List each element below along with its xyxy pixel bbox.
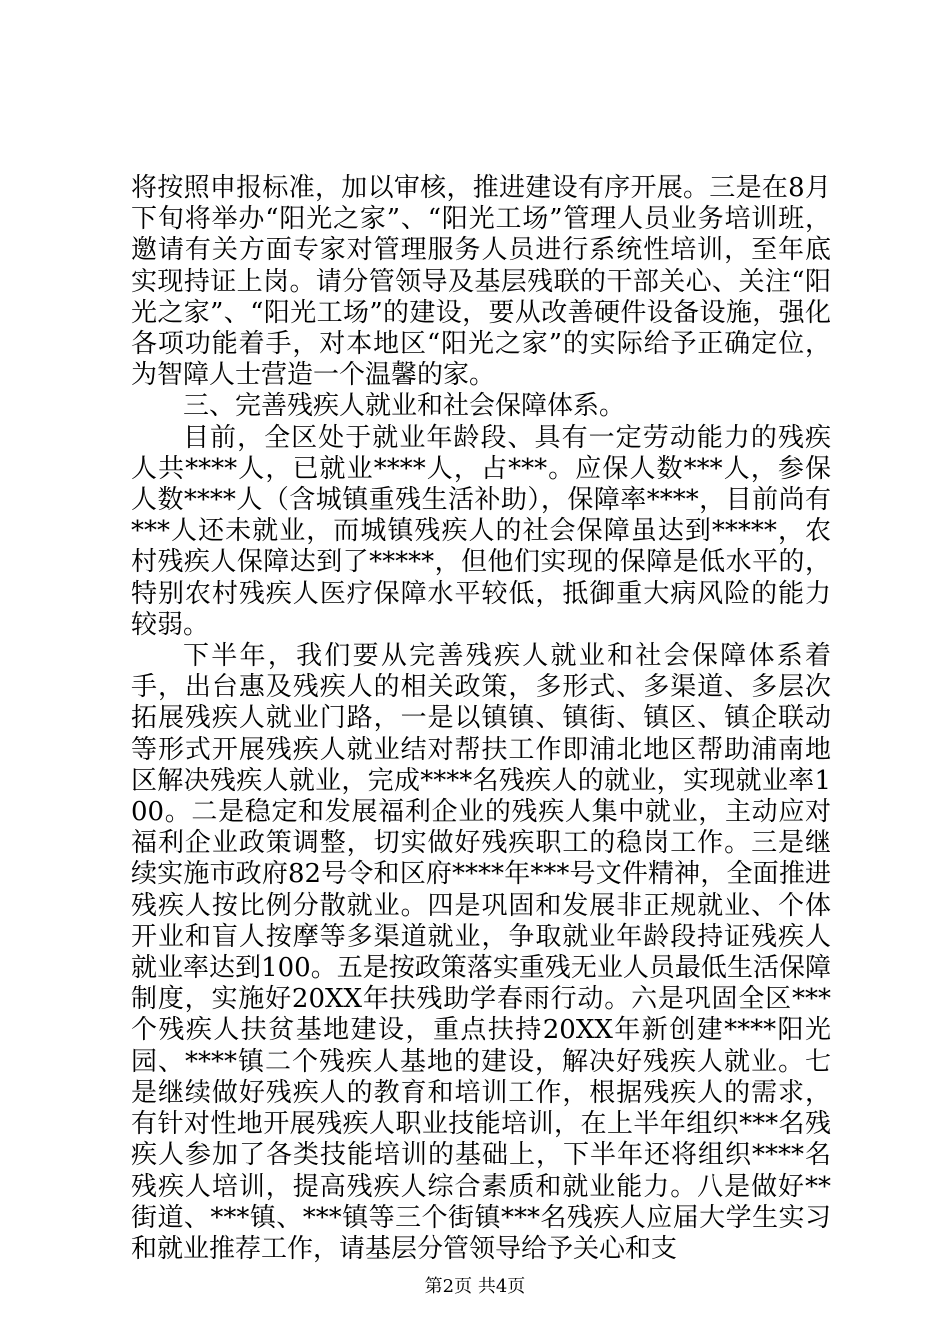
- paragraph-1: 将按照申报标准，加以审核，推进建设有序开展。三是在8月下旬将举办“阳光之家”、“阳光工场”管理人员业务培训班，邀请有关方面专家对管理服务人员进行系统性培训，至年底实现持证上岗。请分管领导及基层残联的干部关心、关注“阳光之家”、“阳光工场”的建设，要从改善硬件设备设施，强化各项功能着手，对本地区“阳光之家”的实际给予正确定位，为智障人士营造一个温馨的家。: [131, 173, 831, 391]
- paragraph-3: 目前，全区处于就业年龄段、具有一定劳动能力的残疾人共****人，已就业****人，占***。应保人数***人，参保人数****人（含城镇重残生活补助），保障率****，目前尚有***人还未就业，而城镇残疾人的社会保障虽达到*****，农村残疾人保障达到了*****，但他们实现的保障是低水平的，特别农村残疾人医疗保障水平较低，抵御重大病风险的能力较弱。: [131, 422, 831, 640]
- document-body: [131, 173, 831, 1265]
- paragraph-2-heading: 三、完善残疾人就业和社会保障体系。: [183, 391, 626, 422]
- paragraph-4: 下半年，我们要从完善残疾人就业和社会保障体系着手，出台惠及残疾人的相关政策，多形式、多渠道、多层次拓展残疾人就业门路，一是以镇镇、镇街、镇区、镇企联动等形式开展残疾人就业结对帮扶工作即浦北地区帮助浦南地区解决残疾人就业，完成****名残疾人的就业，实现就业率100。二是稳定和发展福利企业的残疾人集中就业，主动应对福利企业政策调整，切实做好残疾职工的稳岗工作。三是继续实施市政府82号令和区府****年***号文件精神，全面推进残疾人按比例分散就业。四是巩固和发展非正规就业、个体开业和盲人按摩等多渠道就业，争取就业年龄段持证残疾人就业率达到100。五是按政策落实重残无业人员最低生活保障制度，实施好20XX年扶残助学春雨行动。六是巩固全区***个残疾人扶贫基地建设，重点扶持20XX年新创建****阳光园、****镇二个残疾人基地的建设，解决好残疾人就业。七是继续做好残疾人的教育和培训工作，根据残疾人的需求，有针对性地开展残疾人职业技能培训，在上半年组织***名残疾人参加了各类技能培训的基础上，下半年还将组织****名残疾人培训，提高残疾人综合素质和就业能力。八是做好**街道、***镇、***镇等三个街镇***名残疾人应届大学生实习和就业推荐工作，请基层分管领导给予关心和支: [131, 641, 831, 1264]
- page-number-footer: 第2页 共4页: [424, 1276, 526, 1297]
